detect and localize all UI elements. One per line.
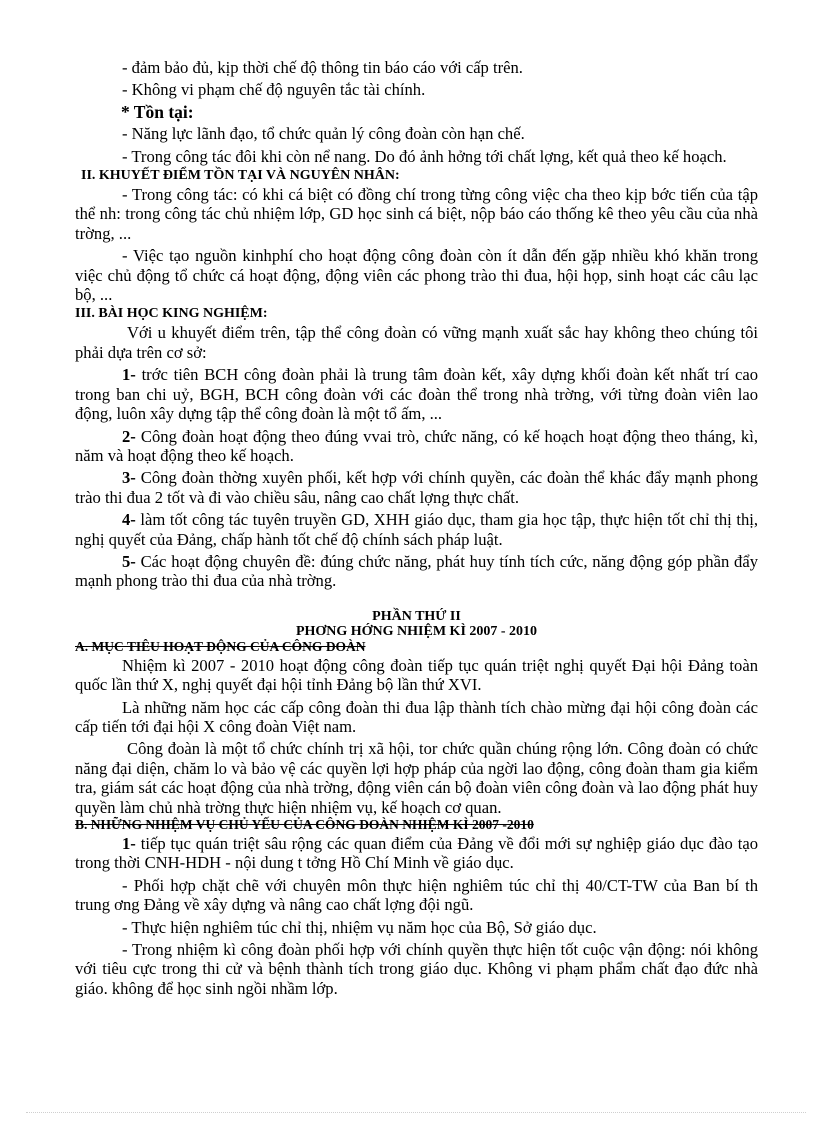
list-item bbox=[75, 552, 758, 591]
paragraph: - đảm bảo đủ, kịp thời chế độ thông tin báo cáo với cấp trên. bbox=[122, 58, 523, 77]
list-item bbox=[75, 834, 758, 873]
item-text: Công đoàn hoạt động theo đúng vvai trò, chức năng, có kế hoạch hoạt động theo tháng, kì, năm và hoạt động theo kế hoạch. bbox=[75, 426, 758, 465]
paragraph: Công đoàn là một tổ chức chính trị xã hội, tor chức quần chúng rộng lớn. Công đoàn có chức năng đại diện, chăm lo và bảo vệ các quyền lợi hợp pháp của ngời lao động, công đoàn tham gia kiểm tra, giám sát các hoạt động của nhà trờng, động viên cán bộ đoàn viên công đoàn và lao động phát huy quyền làm chủ nhà trờng thực hiện nhiệm vụ, kế hoạch cơ quan. bbox=[75, 739, 758, 817]
item-text: làm tốt công tác tuyên truyền GD, XHH giáo dục, tham gia học tập, thực hiện tốt chỉ thị thị, nghị quyết của Đảng, chấp hành tốt chế độ chính sách pháp luật. bbox=[75, 510, 758, 549]
paragraph: Nhiệm kì 2007 - 2010 hoạt động công đoàn tiếp tục quán triệt nghị quyết Đại hội Đảng toàn quốc lần thứ X, nghị quyết đại hội tỉnh Đảng bộ lần thứ XVI. bbox=[75, 655, 758, 695]
paragraph: Với u khuyết điểm trên, tập thể công đoàn có vững mạnh xuất sắc hay không theo chúng tôi phải dựa trên cơ sở: bbox=[75, 323, 758, 362]
section-heading-a: A. MỤC TIÊU HOẠT ĐỘNG CỦA CÔNG ĐOÀN bbox=[75, 638, 366, 654]
list-item bbox=[75, 510, 758, 549]
part-title: PHẦN THỨ II bbox=[372, 608, 461, 624]
paragraph: - Trong công tác: có khi cá biệt có đồng chí trong từng công việc cha theo kịp bớc tiến của tập thể nh: trong công tác chủ nhiệm lớp, GD học sinh cá biệt, nộp báo cáo thống kê theo yêu cầu của nhà trờng, ... bbox=[75, 185, 758, 243]
paragraph: - Việc tạo nguồn kinhphí cho hoạt động công đoàn còn ít dẫn đến gặp nhiều khó khăn trong việc chủ động tổ chức cá hoạt động, động viên các phong trào thi đua, hội họp, sinh hoạt các câu lạc bộ, ... bbox=[75, 246, 758, 305]
item-number: 1- bbox=[122, 365, 136, 385]
item-number: 3- bbox=[122, 468, 136, 488]
item-text: trớc tiên BCH công đoàn phải là trung tâm đoàn kết, xây dựng khối đoàn kết nhất trí cao trong ban chi uỷ, BGH, BCH công đoàn với các đoàn thể trong nhà trờng, với từng đoàn viên lao động, luôn xây dựng tập thể công đoàn là một tổ ấm, ... bbox=[75, 365, 758, 424]
section-heading-ii: II. KHUYẾT ĐIỂM TỒN TẠI VÀ NGUYÊN NHÂN: bbox=[81, 168, 400, 184]
item-text: Các hoạt động chuyên đề: đúng chức năng, phát huy tính tích cức, năng động góp phần đẩy mạnh phong trào thi đua của nhà trờng. bbox=[75, 551, 758, 591]
part-subtitle: PHƠNG HỚNG NHIỆM KÌ 2007 - 2010 bbox=[295, 623, 538, 639]
paragraph: - Năng lực lãnh đạo, tổ chức quản lý công đoàn còn hạn chế. bbox=[122, 124, 525, 144]
paragraph: - Phối hợp chặt chẽ với chuyên môn thực hiện nghiêm túc chỉ thị 40/CT-TW của Ban bí th trung ơng Đảng về xây dựng và nâng cao chất lợng đội ngũ. bbox=[75, 875, 758, 915]
paragraph: - Trong công tác đôi khi còn nể nang. Do đó ảnh hởng tới chất lợng, kết quả theo kế hoạch. bbox=[122, 146, 727, 166]
item-text: tiếp tục quán triệt sâu rộng các quan điểm của Đảng về đổi mới sự nghiệp giáo dục đào tạo trong thời CNH-HDH - nội dung t tởng Hồ Chí Minh về giáo dục. bbox=[75, 834, 758, 873]
document-page bbox=[75, 58, 758, 1001]
paragraph: Là những năm học các cấp công đoàn thi đua lập thành tích chào mừng đại hội công đoàn các cấp tiến tới đại hội X công đoàn Việt nam. bbox=[75, 697, 758, 736]
item-number: 2- bbox=[122, 426, 136, 446]
section-heading-b: B. NHỮNG NHIỆM VỤ CHỦ YẾU CỦA CÔNG ĐOÀN NHIỆM KÌ 2007 -2010 bbox=[75, 817, 534, 832]
paragraph: - Thực hiện nghiêm túc chỉ thị, nhiệm vụ năm học của Bộ, Sở giáo dục. bbox=[122, 917, 597, 937]
list-item bbox=[75, 468, 758, 507]
item-number: 5- bbox=[122, 551, 136, 571]
item-number: 4- bbox=[122, 510, 136, 530]
paragraph: - Trong nhiệm kì công đoàn phối hợp với chính quyền thực hiện tốt cuộc vận động: nói không với tiêu cực trong thi cử và bệnh thành tích trong giáo dục. Không vi phạm phẩm chất đạo đức nhà giáo. không để học sinh ngồi nhầm lớp. bbox=[75, 940, 758, 998]
item-text: Công đoàn thờng xuyên phối, kết hợp với chính quyền, các đoàn thể khác đẩy mạnh phong trào thi đua 2 tốt và đi vào chiều sâu, nâng cao chất lợng thực chất. bbox=[75, 468, 758, 507]
subheading-ton-tai: * Tồn tại: bbox=[121, 101, 194, 122]
list-item bbox=[75, 427, 758, 466]
page-bottom-divider bbox=[26, 1112, 806, 1113]
section-heading-iii: III. BÀI HỌC KING NGHIỆM: bbox=[75, 306, 268, 322]
paragraph: - Không vi phạm chế độ nguyên tắc tài chính. bbox=[122, 80, 426, 100]
list-item bbox=[75, 365, 758, 423]
item-number: 1- bbox=[122, 834, 136, 853]
